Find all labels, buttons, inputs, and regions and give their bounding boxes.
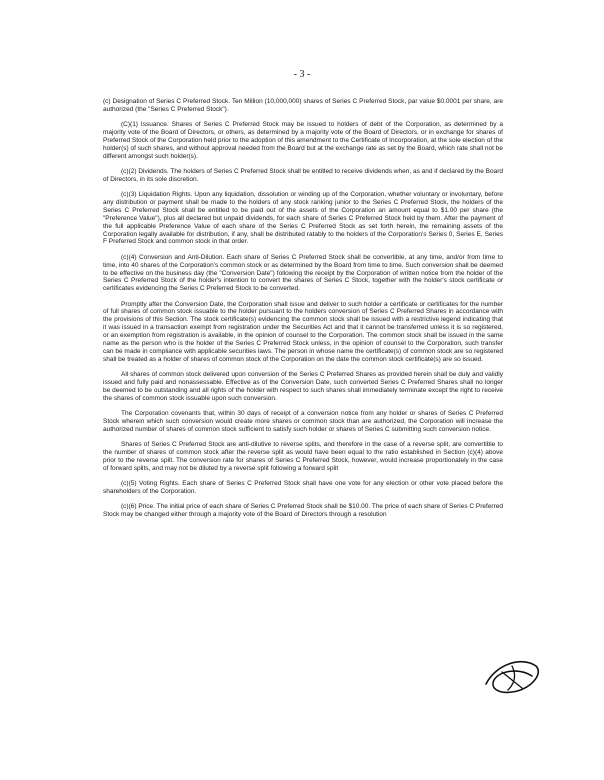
paragraph-dividends: (c)(2) Dividends. The holders of Series C Preferred Stock shall be entitled to receive dividends when, as and if declared by the Board of Directors, in its sole discretion.: [103, 167, 503, 183]
paragraph-designation: (c) Designation of Series C Preferred Stock. Ten Million (10,000,000) shares of Series C Preferred Stock, par value $0.0001 per share, are authorized (the "Series C Preferred Stock").: [103, 98, 503, 113]
paragraph-covenants: The Corporation covenants that, within 30 days of receipt of a conversion notice from any holder or shares of Series C Preferred Stock wherein which such conversion would create more shares or common stock than are authorized, the Corporation will increase the authorized number of shares of common stock sufficient to satisfy such holder or shares of Series C submitting such conversion notice.: [103, 409, 503, 433]
paragraph-anti-dilution: Shares of Series C Preferred Stock are anti-dilutive to reverse splits, and therefore in the case of a reverse split, are convertible to the number of shares of common stock after the reverse split as would have been equal to the ratio established in Section (c)(4) above prior to the reverse split. The conversion rate for shares of Series C Preferred Stock, however, would increase proportionately in the case of forward splits, and may not be diluted by a reverse split following a forward split: [103, 441, 503, 472]
document-body: [103, 98, 503, 526]
paragraph-issuance: (C)(1) Issuance. Shares of Series C Preferred Stock may be issued to holders of debt of the Corporation, as determined by a majority vote of the Board of Directors, or others, as determined by a majority vote of the Board of Directors, or in exchange for shares of Preferred Stock of the Corporation held prior to the adoption of this amendment to the Certificate of Incorporation, at the sole election of the holder(s) of such shares, and without approval needed from the Board but at the exchange rate as set by the Board, which rate shall not be different amongst such holder(s).: [103, 121, 503, 160]
paragraph-conversion-delivery: Promptly after the Conversion Date, the Corporation shall issue and deliver to such holder a certificate or certificates for the number of full shares of common stock issuable to the holder pursuant to the holders conversion of Series C Preferred Shares in accordance with the provisions of this Section. The stock certificate(s) evidencing the common stock shall be issued with a restrictive legend indicating that it was issued in a transaction exempt from registration under the Securities Act and that it cannot be transferred unless it is so registered, or an exemption from registration is available, in the opinion of counsel to the Corporation. The common stock shall be issued in the same name as the person who is the holder of the Series C Preferred Stock unless, in the opinion of counsel to the Corporation, such transfer can be made in compliance with applicable securities laws. The person in whose name the certificate(s) of common stock are so registered shall be treated as a holder of shares of common stock of the Corporation on the date the common stock certificate(s) are so issued.: [103, 300, 503, 363]
paragraph-conversion: (c)(4) Conversion and Anti-Dilution. Each share of Series C Preferred Stock shall be convertible, at any time, and/or from time to time, into 40 shares of the Corporation's common stock or as determined by the Board from time to time. Such conversion shall be deemed to be effective on the business day (the "Conversion Date") following the receipt by the Corporation of written notice from the holder of the Series C Preferred Stock of the holder's intention to convert the shares of Series C Stock, together with the holder's stock certificate or certificates evidencing the Series C Preferred Stock to be converted.: [103, 253, 503, 293]
paragraph-liquidation-rights: (c)(3) Liquidation Rights. Upon any liquidation, dissolution or winding up of the Corporation, whether voluntary or involuntary, before any distribution or payment shall be made to the holders of any stock ranking junior to the Series C Preferred Stock, the holders of the Series C Preferred Stock shall be entitled to be paid out of the assets of the Corporation an amount equal to $1.00 per share (the "Preference Value"), plus all declared but unpaid dividends, for each share of Series C Preferred Stock held by them. After the payment of the full applicable Preference Value of each share of the Series C Preferred Stock as set forth herein, the remaining assets of the Corporation legally available for distribution, if any, shall be distributed ratably to the holders of the Corporation's Series 0, Series E, Series F Preferred Stock and common stock in that order.: [103, 191, 503, 246]
initials-signature: [482, 654, 542, 698]
paragraph-voting-rights: (c)(5) Voting Rights. Each share of Series C Preferred Stock shall have one vote for any election or other vote placed before the shareholders of the Corporation.: [103, 479, 503, 495]
paragraph-shares-validity: All shares of common stock delivered upon conversion of the Series C Preferred Shares as provided herein shall be duly and validly issued and fully paid and nonassessable. Effective as of the Conversion Date, such converted Series C Preferred Shares shall no longer be deemed to be outstanding and all rights of the holder with respect to such shares shall immediately terminate except the right to receive the shares of common stock issuable upon such conversion.: [103, 371, 503, 402]
paragraph-price: (c)(6) Price. The initial price of each share of Series C Preferred Stock shall be $10.00. The price of each share of Series C Preferred Stock may be changed either through a majority vote of the Board of Directors through a resolution: [103, 503, 503, 518]
page-number: - 3 -: [293, 69, 311, 80]
